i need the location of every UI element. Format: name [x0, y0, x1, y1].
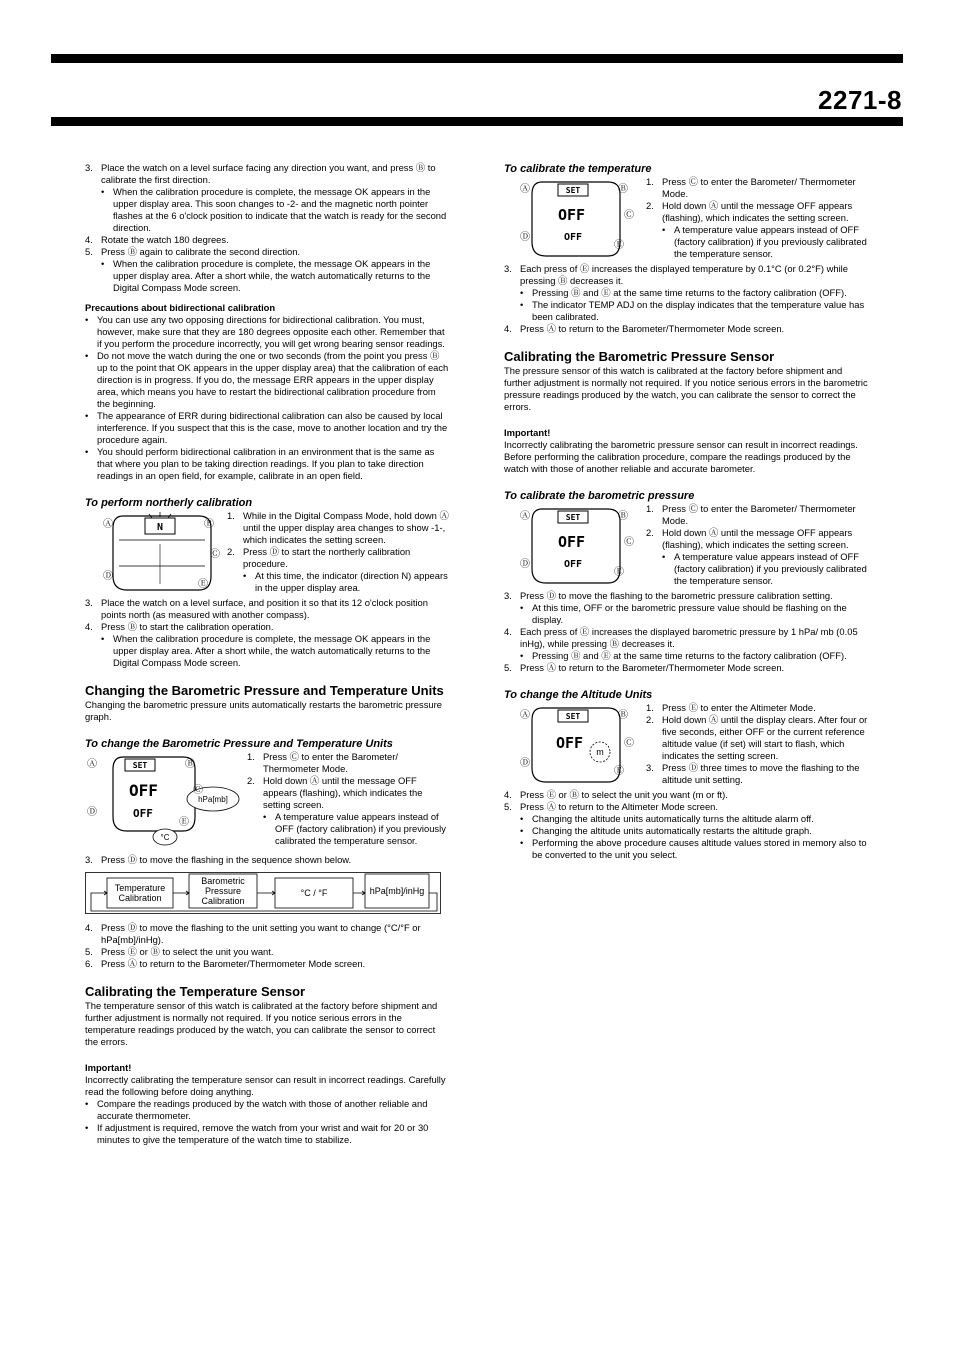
bullet-text: Changing the altitude units automatically turns the altitude alarm off. — [532, 813, 814, 824]
bullet-text: Do not move the watch during the one or two seconds (from the point you press Ⓑ up to the point that OK appears in the upper display area) that the calibration of each direction is in progress. If you do, the message ERR appears in the upper display area, which means you have to restart the bidirectional calibration procedure from the beginning. — [97, 350, 449, 409]
bullet-text: A temperature value appears instead of OFF (factory calibration) if you previously calibrated the temperature sensor. — [275, 811, 446, 846]
flow-box-temp-unit: °C / °F — [300, 888, 328, 898]
numbered-step — [504, 263, 870, 287]
svg-text:OFF: OFF — [558, 206, 586, 224]
alt-steps — [504, 789, 870, 861]
step-number: 1. — [247, 751, 255, 762]
step-number: 3. — [85, 597, 93, 608]
bullet-text: You should perform bidirectional calibration in an environment that is the same as that where you plan to be taking direction readings. If you plan to take direction readings in an open field, for example, calibrate in an open field. — [97, 446, 435, 481]
bullet-dot: • — [85, 446, 89, 457]
bullet-text: Pressing Ⓑ and Ⓔ at the same time returns to the factory calibration (OFF). — [532, 650, 847, 661]
numbered-step — [247, 751, 449, 775]
svg-text:hPa[mb]: hPa[mb] — [198, 795, 228, 804]
svg-text:Ⓓ: Ⓓ — [103, 571, 113, 582]
step-text: Press Ⓔ or Ⓑ to select the unit you want (m or ft). — [520, 789, 728, 800]
bullet-item — [85, 1098, 449, 1122]
calib-temp-title: To calibrate the temperature — [504, 163, 652, 175]
bullet-item — [85, 446, 449, 482]
step-text: Each press of Ⓔ increases the displayed temperature by 0.1°C (or 0.2°F) while pressing Ⓑ decreases it. — [520, 263, 848, 286]
numbered-step — [504, 801, 870, 813]
bullet-text: You can use any two opposing directions for bidirectional calibration. You must, however, make sure that they are 180 degrees opposite each other. Remember that if you perform the procedure incorrectly, you will get wrong bearing sensor readings. — [97, 314, 445, 349]
temp-important-text: Incorrectly calibrating the temperature sensor can result in incorrect readings. Carefully read the following before doing anything. — [85, 1074, 446, 1097]
numbered-step — [85, 854, 449, 866]
units-figure-steps — [247, 751, 449, 854]
header-rule-top — [51, 54, 903, 63]
svg-text:Ⓐ: Ⓐ — [520, 184, 530, 195]
bullet-text: At this time, the indicator (direction N) appears in the upper display area. — [255, 570, 448, 593]
step-number: 3. — [85, 854, 93, 865]
svg-text:Ⓔ: Ⓔ — [614, 240, 624, 251]
svg-text:Ⓐ: Ⓐ — [520, 511, 530, 522]
numbered-step — [646, 762, 870, 786]
sub-bullet — [520, 825, 870, 837]
calib-press-figure-block — [504, 503, 870, 590]
units-heading: Changing the Barometric Pressure and Temperature Units — [85, 683, 444, 698]
sub-bullet — [520, 650, 870, 662]
numbered-step — [85, 922, 449, 946]
svg-text:Ⓓ: Ⓓ — [87, 807, 97, 818]
svg-text:Ⓓ: Ⓓ — [520, 232, 530, 243]
pressure-heading: Calibrating the Barometric Pressure Sensor — [504, 349, 775, 364]
step-number: 5. — [504, 662, 512, 673]
calib-press-title: To calibrate the barometric pressure — [504, 490, 695, 502]
bullet-dot: • — [520, 650, 524, 661]
numbered-step — [504, 789, 870, 801]
svg-text:Ⓑ: Ⓑ — [185, 759, 195, 770]
step-number: 3. — [504, 263, 512, 274]
left-column — [85, 162, 449, 1146]
units-title: To change the Barometric Pressure and Temperature Units — [85, 738, 393, 750]
step-number: 4. — [85, 234, 93, 245]
svg-text:Ⓔ: Ⓔ — [614, 567, 624, 578]
step-text: Press Ⓑ to start the calibration operation. — [101, 621, 274, 632]
svg-text:Ⓑ: Ⓑ — [204, 519, 214, 530]
flow-box-temperature: Temperature Calibration — [114, 883, 166, 903]
step-number: 3. — [646, 762, 654, 773]
step-number: 2. — [646, 200, 654, 211]
bullet-dot: • — [243, 570, 247, 581]
bullet-dot: • — [85, 314, 89, 325]
bullet-dot: • — [85, 1122, 89, 1133]
temp-heading: Calibrating the Temperature Sensor — [85, 984, 306, 999]
step-number: 4. — [85, 621, 93, 632]
svg-text:Ⓐ: Ⓐ — [520, 710, 530, 721]
alt-title: To change the Altitude Units — [504, 689, 653, 701]
alt-figure-block — [504, 702, 870, 789]
step-text: Press Ⓑ again to calibrate the second direction. — [101, 246, 301, 257]
step-text: Press Ⓐ to return to the Barometer/Thermometer Mode screen. — [520, 662, 785, 673]
sub-bullet — [520, 602, 870, 626]
svg-text:SET: SET — [565, 186, 581, 195]
header-rule-bottom — [51, 117, 903, 126]
svg-text:SET: SET — [565, 513, 581, 522]
bullet-text: When the calibration procedure is complete, the message OK appears in the upper display area. After a short while, the watch automatically returns to the Digital Compass Mode screen. — [113, 633, 431, 668]
svg-text:OFF: OFF — [564, 559, 583, 570]
numbered-step — [227, 546, 449, 570]
bullet-dot: • — [520, 825, 524, 836]
step-number: 2. — [247, 775, 255, 786]
bullet-dot: • — [85, 1098, 89, 1109]
numbered-step — [646, 702, 870, 714]
step-number: 4. — [504, 789, 512, 800]
sub-bullet — [520, 299, 870, 323]
step-text: Each press of Ⓔ increases the displayed barometric pressure by 1 hPa/ mb (0.05 inHg), while pressing Ⓑ decreases it. — [520, 626, 858, 649]
sub-bullet — [520, 837, 870, 861]
svg-text:°C: °C — [160, 833, 170, 842]
bullet-dot: • — [101, 186, 105, 197]
flow-box-pressure: Barometric Pressure Calibration — [201, 876, 245, 906]
svg-text:m: m — [596, 747, 604, 757]
alt-figure-steps — [646, 702, 870, 789]
step-text: Press Ⓒ to enter the Barometer/ Thermometer Mode. — [662, 503, 856, 526]
bullet-text: Compare the readings produced by the watch with those of another reliable and accurate thermometer. — [97, 1098, 428, 1121]
numbered-step — [227, 510, 449, 546]
bullet-dot: • — [662, 551, 666, 562]
pressure-important-text: Incorrectly calibrating the barometric pressure sensor can result in incorrect readings. Before performing the calibration procedure, compare the readings produced by the watch with those of another reliable and accurate barometer. — [504, 439, 858, 474]
units-steps — [85, 922, 449, 970]
step-text: Press Ⓓ to move the flashing to the unit setting you want to change (°C/°F or hPa[mb]/inHg). — [101, 922, 421, 945]
step-number: 5. — [504, 801, 512, 812]
step-text: Hold down Ⓐ until the message OFF appears (flashing), which indicates the setting screen. — [662, 200, 853, 223]
bullet-text: When the calibration procedure is complete, the message OK appears in the upper display area. After a short while, the watch automatically returns to the Digital Compass Mode screen. — [113, 258, 431, 293]
numbered-step — [85, 621, 449, 633]
numbered-step — [504, 590, 870, 602]
bullet-dot: • — [520, 602, 524, 613]
sub-bullet — [520, 813, 870, 825]
bullet-dot: • — [101, 633, 105, 644]
units-figure-block — [85, 751, 449, 854]
svg-text:Ⓓ: Ⓓ — [520, 559, 530, 570]
pressure-intro: The pressure sensor of this watch is calibrated at the factory before shipment and further adjustment is normally not required. If you notice serious errors in the barometric pressure readings produced by the watch, you can calibrate the sensor to correct the errors. — [504, 365, 868, 412]
step-number: 1. — [646, 503, 654, 514]
numbered-step — [504, 626, 870, 650]
svg-text:N: N — [156, 522, 164, 533]
watch-figure-pressure — [504, 503, 646, 590]
numbered-step — [646, 503, 870, 527]
bullet-dot: • — [520, 837, 524, 848]
north-steps — [85, 597, 449, 669]
sub-bullet — [662, 224, 870, 260]
sub-bullet — [101, 186, 449, 234]
step-number: 3. — [504, 590, 512, 601]
step-text: Press Ⓐ to return to the Barometer/Thermometer Mode screen. — [101, 958, 366, 969]
step-text: Press Ⓒ to enter the Barometer/ Thermometer Mode. — [263, 751, 398, 774]
step-text: Press Ⓐ to return to the Barometer/Thermometer Mode screen. — [520, 323, 785, 334]
step-number: 4. — [504, 323, 512, 334]
step-text: Press Ⓔ or Ⓑ to select the unit you want. — [101, 946, 274, 957]
svg-text:Ⓒ: Ⓒ — [210, 549, 220, 560]
temp-important-label: Important! — [85, 1062, 132, 1073]
step-number: 2. — [646, 714, 654, 725]
svg-text:Ⓒ: Ⓒ — [624, 210, 634, 221]
step-text: While in the Digital Compass Mode, hold down Ⓐ until the upper display area changes to show -1-, which indicates the setting screen. — [243, 510, 449, 545]
svg-text:Ⓐ: Ⓐ — [87, 759, 97, 770]
flow-arrows — [85, 872, 441, 914]
bullet-dot: • — [520, 299, 524, 310]
bullet-text: Performing the above procedure causes altitude values stored in memory also to be converted to the unit you select. — [532, 837, 867, 860]
step-text: Hold down Ⓐ until the message OFF appears (flashing), which indicates the setting screen. — [662, 527, 853, 550]
step-text: Press Ⓓ three times to move the flashing to the altitude unit setting. — [662, 762, 860, 785]
page-code: 2271-8 — [818, 85, 902, 115]
sequence-flow-diagram — [85, 872, 449, 914]
step-number: 4. — [504, 626, 512, 637]
numbered-step — [85, 946, 449, 958]
svg-text:Ⓒ: Ⓒ — [624, 738, 634, 749]
step-text: Press Ⓒ to enter the Barometer/ Thermometer Mode. — [662, 176, 856, 199]
north-title: To perform northerly calibration — [85, 497, 253, 509]
step-number: 2. — [646, 527, 654, 538]
numbered-step — [247, 775, 449, 811]
north-figure-steps — [227, 510, 449, 597]
numbered-step — [646, 200, 870, 224]
svg-text:Ⓔ: Ⓔ — [179, 817, 189, 828]
step-number: 1. — [227, 510, 235, 521]
bullet-text: The indicator TEMP ADJ on the display indicates that the temperature value has been calibrated. — [532, 299, 865, 322]
bullet-item — [85, 350, 449, 410]
bullet-dot: • — [85, 410, 89, 421]
north-figure-block — [85, 510, 449, 597]
sub-bullet — [520, 287, 870, 299]
flow-box-pressure-unit: hPa[mb]/inHg — [369, 886, 425, 896]
svg-text:OFF: OFF — [556, 734, 584, 752]
sub-bullet — [101, 633, 449, 669]
step-text: Press Ⓔ to enter the Altimeter Mode. — [662, 702, 816, 713]
numbered-step — [504, 323, 870, 335]
svg-text:OFF: OFF — [558, 533, 586, 551]
pressure-important-label: Important! — [504, 427, 551, 438]
svg-text:Ⓔ: Ⓔ — [614, 766, 624, 777]
bullet-dot: • — [520, 287, 524, 298]
temp-bullets — [85, 1098, 449, 1146]
temp-intro: The temperature sensor of this watch is calibrated at the factory before shipment and further adjustment is normally not required. If you notice serious errors in the temperature readings produced by the watch, you can calibrate the sensor to correct the errors. — [85, 1000, 438, 1047]
bullet-item — [85, 410, 449, 446]
calib-press-figure-steps — [646, 503, 870, 590]
svg-text:OFF: OFF — [133, 807, 153, 820]
sub-bullet — [101, 258, 449, 294]
step-text: Place the watch on a level surface facing any direction you want, and press Ⓑ to calibrate the first direction. — [101, 162, 436, 185]
numbered-step — [85, 958, 449, 970]
numbered-step — [85, 246, 449, 258]
step-number: 1. — [646, 702, 654, 713]
precautions-list — [85, 314, 449, 482]
svg-text:Ⓐ: Ⓐ — [103, 519, 113, 530]
step-text: Press Ⓓ to start the northerly calibration procedure. — [243, 546, 411, 569]
sub-bullet — [263, 811, 449, 847]
watch-figure-altitude — [504, 702, 646, 789]
step-text: Hold down Ⓐ until the display clears. After four or five seconds, either OFF or the current reference altitude value (if set) will start to flash, which indicates the setting screen. — [662, 714, 868, 761]
step-number: 5. — [85, 246, 93, 257]
calib-press-steps — [504, 590, 870, 674]
bullet-dot: • — [520, 813, 524, 824]
step-number: 4. — [85, 922, 93, 933]
svg-text:Ⓒ: Ⓒ — [193, 785, 203, 796]
svg-text:OFF: OFF — [564, 232, 583, 243]
numbered-step — [504, 662, 870, 674]
svg-text:SET: SET — [132, 761, 148, 770]
numbered-step — [646, 527, 870, 551]
bullet-text: A temperature value appears instead of OFF (factory calibration) if you previously calibrated the temperature sensor. — [674, 224, 867, 259]
step-text: Place the watch on a level surface, and position it so that its 12 o'clock position points north (as measured with another compass). — [101, 597, 428, 620]
bullet-dot: • — [101, 258, 105, 269]
step-number: 5. — [85, 946, 93, 957]
watch-figure-units — [85, 751, 247, 854]
bullet-item — [85, 314, 449, 350]
step-text: Press Ⓓ to move the flashing in the sequence shown below. — [101, 854, 352, 865]
step-number: 1. — [646, 176, 654, 187]
svg-text:OFF: OFF — [129, 781, 158, 800]
svg-text:Ⓑ: Ⓑ — [618, 184, 628, 195]
watch-figure-temp — [504, 176, 646, 263]
svg-text:Ⓑ: Ⓑ — [618, 511, 628, 522]
units-intro: Changing the barometric pressure units automatically restarts the barometric pressure graph. — [85, 699, 442, 722]
bullet-dot: • — [263, 811, 267, 822]
bullet-text: A temperature value appears instead of OFF (factory calibration) if you previously calibrated the temperature sensor. — [674, 551, 867, 586]
bullet-item — [85, 1122, 449, 1146]
step-number: 2. — [227, 546, 235, 557]
step-text: Hold down Ⓐ until the message OFF appears (flashing), which indicates the setting screen. — [263, 775, 423, 810]
bullet-text: The appearance of ERR during bidirectional calibration can also be caused by local interference. If you suspect that this is the case, move to another location and try the procedure again. — [97, 410, 448, 445]
calib-temp-figure-block — [504, 176, 870, 263]
step-number: 3. — [85, 162, 93, 173]
svg-text:Ⓓ: Ⓓ — [520, 758, 530, 769]
sub-bullet — [662, 551, 870, 587]
compass-steps — [85, 162, 449, 294]
step-text: Rotate the watch 180 degrees. — [101, 234, 229, 245]
svg-text:Ⓔ: Ⓔ — [198, 579, 208, 590]
step-number: 6. — [85, 958, 93, 969]
bullet-text: When the calibration procedure is complete, the message OK appears in the upper display area. This soon changes to -2- and the magnetic north pointer flashes at the 6 o'clock position to indicate that the watch is ready for the second direction. — [113, 186, 447, 233]
bullet-text: Changing the altitude units automatically restarts the altitude graph. — [532, 825, 812, 836]
right-column — [504, 162, 870, 861]
units-step-3 — [85, 854, 449, 866]
bullet-text: Pressing Ⓑ and Ⓔ at the same time returns to the factory calibration (OFF). — [532, 287, 847, 298]
precautions-title: Precautions about bidirectional calibration — [85, 302, 276, 313]
bullet-dot: • — [85, 350, 89, 361]
numbered-step — [85, 234, 449, 246]
step-text: Press Ⓓ to move the flashing to the barometric pressure calibration setting. — [520, 590, 833, 601]
watch-figure-north — [85, 510, 227, 597]
calib-temp-steps — [504, 263, 870, 335]
numbered-step — [646, 176, 870, 200]
svg-text:SET: SET — [565, 712, 581, 721]
numbered-step — [85, 162, 449, 186]
sub-bullet — [243, 570, 449, 594]
numbered-step — [85, 597, 449, 621]
bullet-dot: • — [662, 224, 666, 235]
calib-temp-figure-steps — [646, 176, 870, 263]
bullet-text: At this time, OFF or the barometric pressure value should be flashing on the display. — [532, 602, 847, 625]
bullet-text: If adjustment is required, remove the watch from your wrist and wait for 20 or 30 minutes to give the temperature of the watch time to stabilize. — [97, 1122, 429, 1145]
numbered-step — [646, 714, 870, 762]
svg-text:Ⓒ: Ⓒ — [624, 537, 634, 548]
step-text: Press Ⓐ to return to the Altimeter Mode screen. — [520, 801, 719, 812]
svg-text:Ⓑ: Ⓑ — [618, 710, 628, 721]
